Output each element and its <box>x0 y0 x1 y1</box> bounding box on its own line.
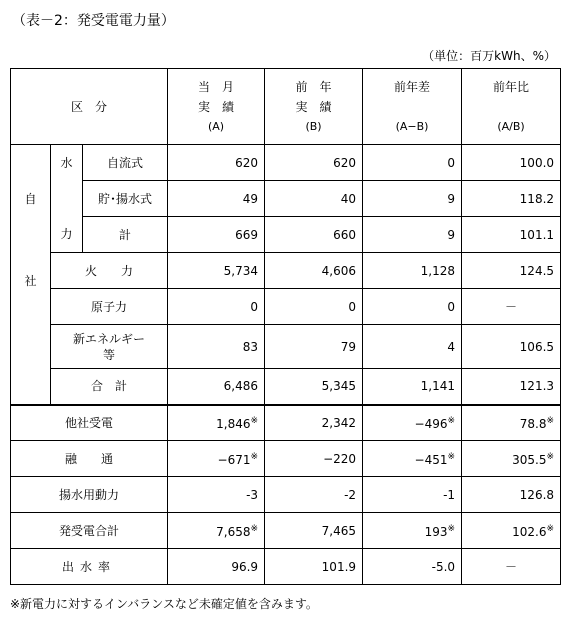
header-current: 当 月 実 績 (A) <box>168 69 265 145</box>
footnote: ※新電力に対するインバランスなど未確定値を含みます。 <box>10 597 318 611</box>
hydro-label-blank <box>51 181 83 217</box>
table-row: 出水率 96.9 101.9 -5.0 － <box>11 549 561 585</box>
row-label: 原子力 <box>51 289 168 325</box>
row-label: 発受電合計 <box>11 513 168 549</box>
row-label: 他社受電 <box>11 405 168 441</box>
hydro-label-top: 水 <box>51 145 83 181</box>
table-row: 社 火 力 5,734 4,606 1,128 124.5 <box>11 253 561 289</box>
table-row: 合 計 6,486 5,345 1,141 121.3 <box>11 369 561 405</box>
header-previous: 前 年 実 績 (B) <box>265 69 363 145</box>
table-row: 他社受電 1,846※ 2,342 −496※ 78.8※ <box>11 405 561 441</box>
row-label: 揚水用動力 <box>11 477 168 513</box>
page-title: （表－2：発受電電力量） <box>12 13 175 29</box>
unit-label: （単位：百万kWh、%） <box>422 49 556 63</box>
own-label-bottom: 社 <box>11 253 51 405</box>
table-row: 貯･揚水式 49 40 9 118.2 <box>11 181 561 217</box>
row-label: 貯･揚水式 <box>83 181 168 217</box>
row-label: 合 計 <box>51 369 168 405</box>
own-label-top: 自 <box>11 145 51 253</box>
table-row: 融 通 −671※ −220 −451※ 305.5※ <box>11 441 561 477</box>
table-row: 力 計 669 660 9 101.1 <box>11 217 561 253</box>
row-label: 新エネルギー 等 <box>51 325 168 369</box>
header-category: 区 分 <box>11 69 168 145</box>
row-label: 火 力 <box>51 253 168 289</box>
header-ratio: 前年比 (A/B) <box>462 69 561 145</box>
row-label: 自流式 <box>83 145 168 181</box>
row-label: 融 通 <box>11 441 168 477</box>
row-label: 計 <box>83 217 168 253</box>
table-row: 自 水 自流式 620 620 0 100.0 <box>11 145 561 181</box>
header-row <box>11 69 561 145</box>
table-row: 発受電合計 7,658※ 7,465 193※ 102.6※ <box>11 513 561 549</box>
power-table <box>10 68 561 585</box>
header-diff: 前年差 (A−B) <box>363 69 462 145</box>
table-row: 揚水用動力 -3 -2 -1 126.8 <box>11 477 561 513</box>
table-row: 新エネルギー 等 83 79 4 106.5 <box>11 325 561 369</box>
row-label: 出水率 <box>11 549 168 585</box>
table-row: 原子力 0 0 0 － <box>11 289 561 325</box>
hydro-label-bottom: 力 <box>51 217 83 253</box>
